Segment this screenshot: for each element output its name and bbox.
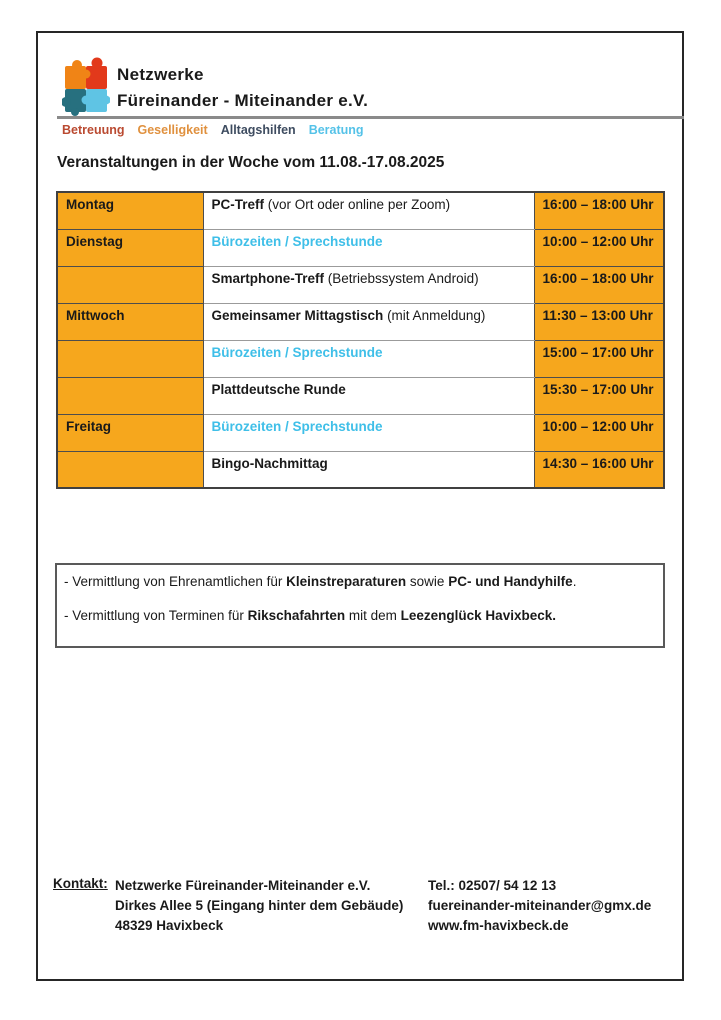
schedule-row bbox=[57, 229, 664, 266]
time-cell: 15:00 – 17:00 Uhr bbox=[534, 340, 664, 377]
nav-item-geselligkeit: Geselligkeit bbox=[137, 123, 208, 137]
time-cell: 15:30 – 17:00 Uhr bbox=[534, 377, 664, 414]
event-cell: Bürozeiten / Sprechstunde bbox=[203, 340, 534, 377]
org-name-line1: Netzwerke bbox=[117, 65, 204, 84]
event-cell: Bürozeiten / Sprechstunde bbox=[203, 229, 534, 266]
organization-name bbox=[117, 62, 368, 114]
contact-phone: Tel.: 02507/ 54 12 13 bbox=[428, 878, 557, 893]
time-cell: 11:30 – 13:00 Uhr bbox=[534, 303, 664, 340]
contact-org: Netzwerke Füreinander-Miteinander e.V. bbox=[115, 878, 371, 893]
schedule-row bbox=[57, 266, 664, 303]
contact-street: Dirkes Allee 5 (Eingang hinter dem Gebäude) bbox=[115, 898, 404, 913]
contact-city: 48329 Havixbeck bbox=[115, 918, 224, 933]
nav-item-betreuung: Betreuung bbox=[62, 123, 125, 137]
day-cell: Montag bbox=[57, 192, 203, 229]
schedule-row bbox=[57, 303, 664, 340]
page-title: Veranstaltungen in der Woche vom 11.08.-17.08.2025 bbox=[57, 154, 445, 171]
contact-address bbox=[115, 876, 403, 936]
day-cell bbox=[57, 340, 203, 377]
contact-label: Kontakt: bbox=[53, 876, 108, 891]
info-line: - Vermittlung von Terminen für Rikschafahrten mit dem Leezenglück Havixbeck. bbox=[64, 608, 556, 623]
day-cell bbox=[57, 377, 203, 414]
category-nav bbox=[62, 123, 364, 137]
event-cell: Plattdeutsche Runde bbox=[203, 377, 534, 414]
day-cell: Dienstag bbox=[57, 229, 203, 266]
header-divider bbox=[57, 116, 684, 119]
day-cell: Freitag bbox=[57, 414, 203, 451]
puzzle-logo-icon bbox=[62, 56, 110, 116]
event-cell: Bingo-Nachmittag bbox=[203, 451, 534, 488]
time-cell: 16:00 – 18:00 Uhr bbox=[534, 192, 664, 229]
schedule-table bbox=[56, 191, 665, 489]
time-cell: 10:00 – 12:00 Uhr bbox=[534, 414, 664, 451]
time-cell: 16:00 – 18:00 Uhr bbox=[534, 266, 664, 303]
info-line: - Vermittlung von Ehrenamtlichen für Kleinstreparaturen sowie PC- und Handyhilfe. bbox=[64, 574, 577, 589]
time-cell: 10:00 – 12:00 Uhr bbox=[534, 229, 664, 266]
event-cell: Gemeinsamer Mittagstisch (mit Anmeldung) bbox=[203, 303, 534, 340]
day-cell bbox=[57, 266, 203, 303]
schedule-row bbox=[57, 192, 664, 229]
contact-email: fuereinander-miteinander@gmx.de bbox=[428, 898, 652, 913]
schedule-row bbox=[57, 414, 664, 451]
page-border bbox=[36, 31, 684, 981]
schedule-row bbox=[57, 340, 664, 377]
time-cell: 14:30 – 16:00 Uhr bbox=[534, 451, 664, 488]
contact-website: www.fm-havixbeck.de bbox=[428, 918, 569, 933]
event-cell: PC-Treff (vor Ort oder online per Zoom) bbox=[203, 192, 534, 229]
event-cell: Bürozeiten / Sprechstunde bbox=[203, 414, 534, 451]
schedule-body bbox=[57, 192, 664, 488]
event-cell: Smartphone-Treff (Betriebssystem Android) bbox=[203, 266, 534, 303]
org-name-line2: Füreinander - Miteinander e.V. bbox=[117, 91, 369, 110]
schedule-row bbox=[57, 451, 664, 488]
nav-item-alltagshilfen: Alltagshilfen bbox=[220, 123, 296, 137]
schedule-row bbox=[57, 377, 664, 414]
contact-details bbox=[428, 876, 651, 936]
day-cell bbox=[57, 451, 203, 488]
nav-item-beratung: Beratung bbox=[308, 123, 364, 137]
info-box bbox=[55, 563, 665, 648]
day-cell: Mittwoch bbox=[57, 303, 203, 340]
